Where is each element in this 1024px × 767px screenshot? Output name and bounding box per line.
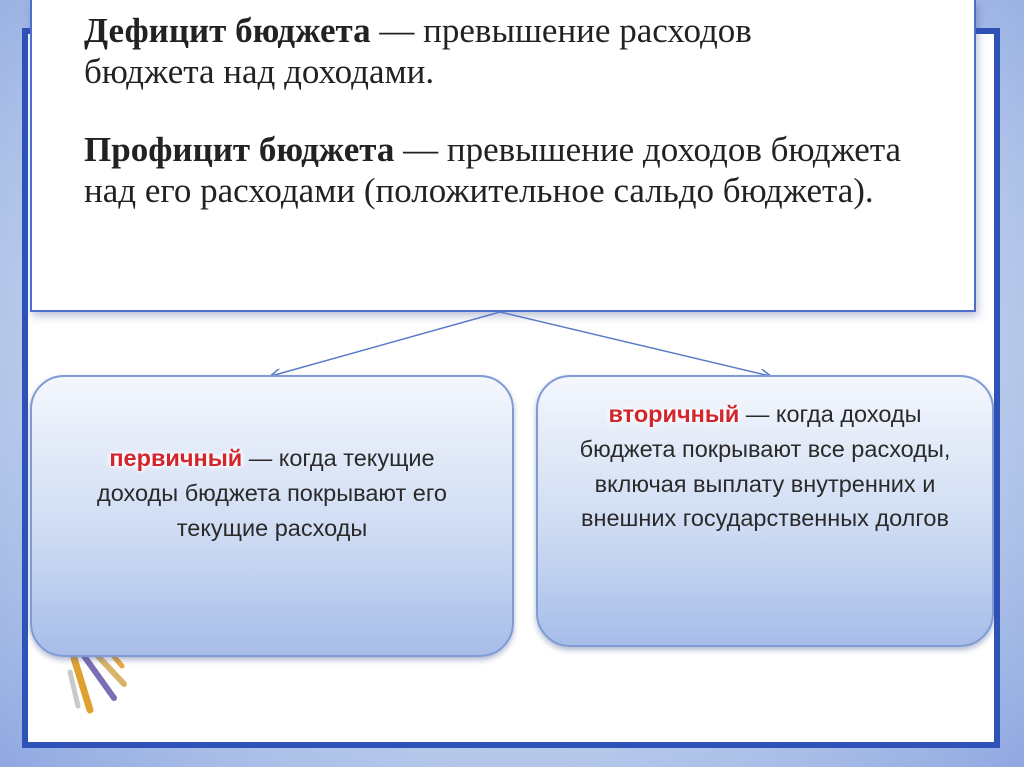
primary-deficit-box bbox=[30, 375, 514, 657]
secondary-term: вторичный bbox=[608, 401, 740, 427]
pencils-icon bbox=[62, 648, 142, 718]
primary-deficit-description bbox=[72, 441, 472, 545]
arrow-to-secondary bbox=[500, 312, 770, 376]
secondary-deficit-description bbox=[568, 397, 962, 536]
surplus-text: — превышение доходов бюджета над его расходами (положительное сальдо бюджета). bbox=[84, 130, 902, 211]
secondary-deficit-box bbox=[536, 375, 994, 647]
deficit-text: — превышение расходов бюджета над доходами. bbox=[84, 11, 752, 92]
deficit-term: Дефицит бюджета bbox=[84, 11, 371, 50]
secondary-text: — когда доходы бюджета покрывают все расходы, включая выплату внутренних и внешних государственных долгов bbox=[579, 401, 951, 532]
primary-text: — когда текущие доходы бюджета покрывают его текущие расходы bbox=[97, 445, 447, 541]
arrow-to-primary bbox=[271, 312, 500, 376]
surplus-term: Профицит бюджета bbox=[84, 130, 395, 169]
primary-term: первичный bbox=[109, 445, 243, 471]
